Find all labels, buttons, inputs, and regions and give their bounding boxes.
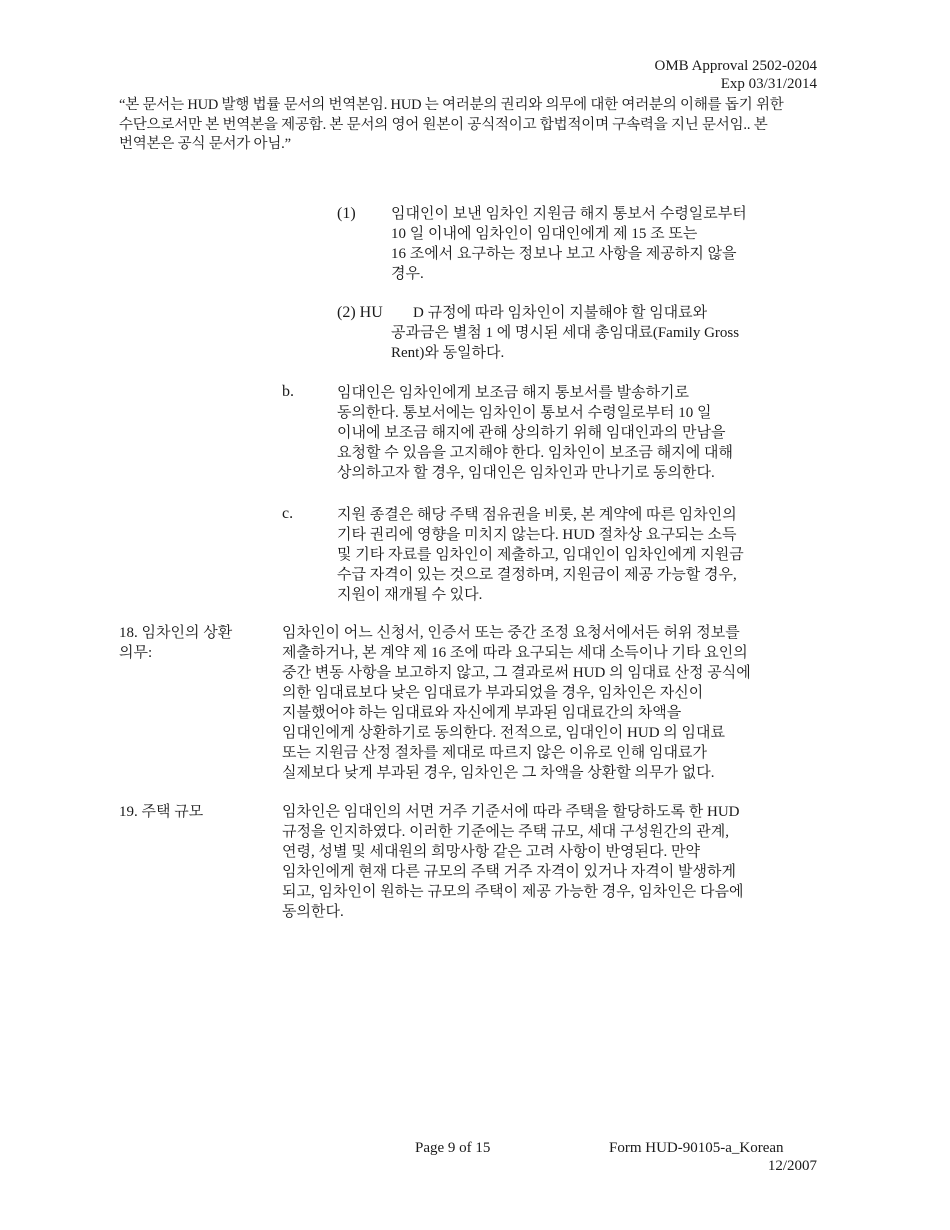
text-line: 연령, 성별 및 세대원의 희망사항 같은 고려 사항이 반영된다. 만약 bbox=[282, 844, 700, 860]
text-line: 지원 종결은 해당 주택 점유권을 비롯, 본 계약에 따른 임차인의 bbox=[337, 507, 737, 523]
text-line: 및 기타 자료를 임차인이 제출하고, 임대인이 임차인에게 지원금 bbox=[337, 547, 744, 563]
omb-approval: OMB Approval 2502-0204 bbox=[654, 58, 817, 74]
text-line: 상의하고자 할 경우, 임대인은 임차인과 만나기로 동의한다. bbox=[337, 465, 715, 481]
text-line: 16 조에서 요구하는 정보나 보고 사항을 제공하지 않을 bbox=[391, 246, 737, 262]
text-line: D 규정에 따라 임차인이 지불해야 할 임대료와 bbox=[413, 305, 708, 321]
text-line: 지원이 재개될 수 있다. bbox=[337, 587, 483, 603]
text-line: 의한 임대료보다 낮은 임대료가 부과되었을 경우, 임차인은 자신이 bbox=[282, 685, 704, 701]
section-label-line: 18. 임차인의 상환 bbox=[119, 625, 233, 641]
text-line: 되고, 임차인이 원하는 규모의 주택이 제공 가능한 경우, 임차인은 다음에 bbox=[282, 884, 744, 900]
text-line: 요청할 수 있음을 고지해야 한다. 임차인이 보조금 해지에 대해 bbox=[337, 445, 734, 461]
item-2-text bbox=[391, 303, 739, 363]
text-line: 규정을 인지하였다. 이러한 기준에는 주택 규모, 세대 구성원간의 관계, bbox=[282, 824, 729, 840]
form-id: Form HUD-90105-a_Korean bbox=[609, 1140, 784, 1156]
item-1-marker: (1) bbox=[337, 205, 356, 222]
text-line: 경우. bbox=[391, 266, 424, 282]
item-b-text bbox=[337, 383, 733, 483]
section-19-label bbox=[119, 802, 203, 822]
text-line: 임차인은 임대인의 서면 거주 기준서에 따라 주택을 할당하도록 한 HUD bbox=[282, 804, 740, 820]
text-line: 임대인은 임차인에게 보조금 해지 통보서를 발송하기로 bbox=[337, 385, 690, 401]
text-line: 또는 지원금 산정 절차를 제대로 따르지 않은 이유로 인해 임대료가 bbox=[282, 745, 707, 761]
item-b-marker: b. bbox=[282, 383, 294, 400]
form-date: 12/2007 bbox=[767, 1158, 817, 1174]
text-line: 제출하거나, 본 계약 제 16 조에 따라 요구되는 세대 소득이나 기타 요인의 bbox=[282, 645, 748, 661]
text-line: 임대인이 보낸 임차인 지원금 해지 통보서 수령일로부터 bbox=[391, 206, 747, 222]
item-2-marker: (2) HU bbox=[337, 304, 383, 321]
text-line: 중간 변동 사항을 보고하지 않고, 그 결과로써 HUD 의 임대료 산정 공식에 bbox=[282, 665, 751, 681]
text-line: 기타 권리에 영향을 미치지 않는다. HUD 절차상 요구되는 소득 bbox=[337, 527, 737, 543]
text-line: 이내에 보조금 해지에 관해 상의하기 위해 임대인과의 만남을 bbox=[337, 425, 726, 441]
section-label-line: 의무: bbox=[119, 645, 153, 661]
text-line: Rent)와 동일하다. bbox=[391, 345, 505, 361]
item-c-text bbox=[337, 505, 744, 605]
text-line: 공과금은 별첨 1 에 명시된 세대 총임대료(Family Gross bbox=[391, 325, 740, 341]
item-1-text bbox=[391, 204, 747, 284]
disclaimer-line: 번역본은 공식 문서가 아님.” bbox=[119, 136, 291, 152]
disclaimer-line: “본 문서는 HUD 발행 법률 문서의 번역본임. HUD 는 여러분의 권리와 의무에 대한 여러분의 이해를 돕기 위한 bbox=[119, 97, 784, 113]
item-c-marker: c. bbox=[282, 505, 294, 522]
disclaimer-line: 수단으로서만 본 번역본을 제공함. 본 문서의 영어 원본이 공식적이고 합법적이며 구속력을 지닌 문서임.. 본 bbox=[119, 116, 768, 133]
section-label-line: 19. 주택 규모 bbox=[119, 804, 204, 820]
text-line: 수급 자격이 있는 것으로 결정하며, 지원금이 제공 가능할 경우, bbox=[337, 567, 737, 583]
text-line: 임차인에게 현재 다른 규모의 주택 거주 자격이 있거나 자격이 발생하게 bbox=[282, 864, 736, 880]
text-line: 10 일 이내에 임차인이 임대인에게 제 15 조 또는 bbox=[391, 226, 698, 242]
text-line: 지불했어야 하는 임대료와 자신에게 부과된 임대료간의 차액을 bbox=[282, 705, 682, 721]
expiration-date: Exp 03/31/2014 bbox=[720, 76, 817, 92]
section-18-text bbox=[282, 623, 751, 783]
page-number: Page 9 of 15 bbox=[415, 1140, 491, 1156]
section-19-text bbox=[282, 802, 743, 922]
translation-disclaimer bbox=[119, 96, 809, 155]
text-line: 동의한다. bbox=[282, 904, 344, 920]
text-line: 임대인에게 상환하기로 동의한다. 전적으로, 임대인이 HUD 의 임대료 bbox=[282, 725, 725, 741]
text-line: 동의한다. 통보서에는 임차인이 통보서 수령일로부터 10 일 bbox=[337, 405, 712, 421]
text-line: 임차인이 어느 신청서, 인증서 또는 중간 조정 요청서에서든 허위 정보를 bbox=[282, 625, 740, 641]
text-line: 실제보다 낮게 부과된 경우, 임차인은 그 차액을 상환할 의무가 없다. bbox=[282, 765, 715, 781]
section-18-label bbox=[119, 623, 232, 663]
